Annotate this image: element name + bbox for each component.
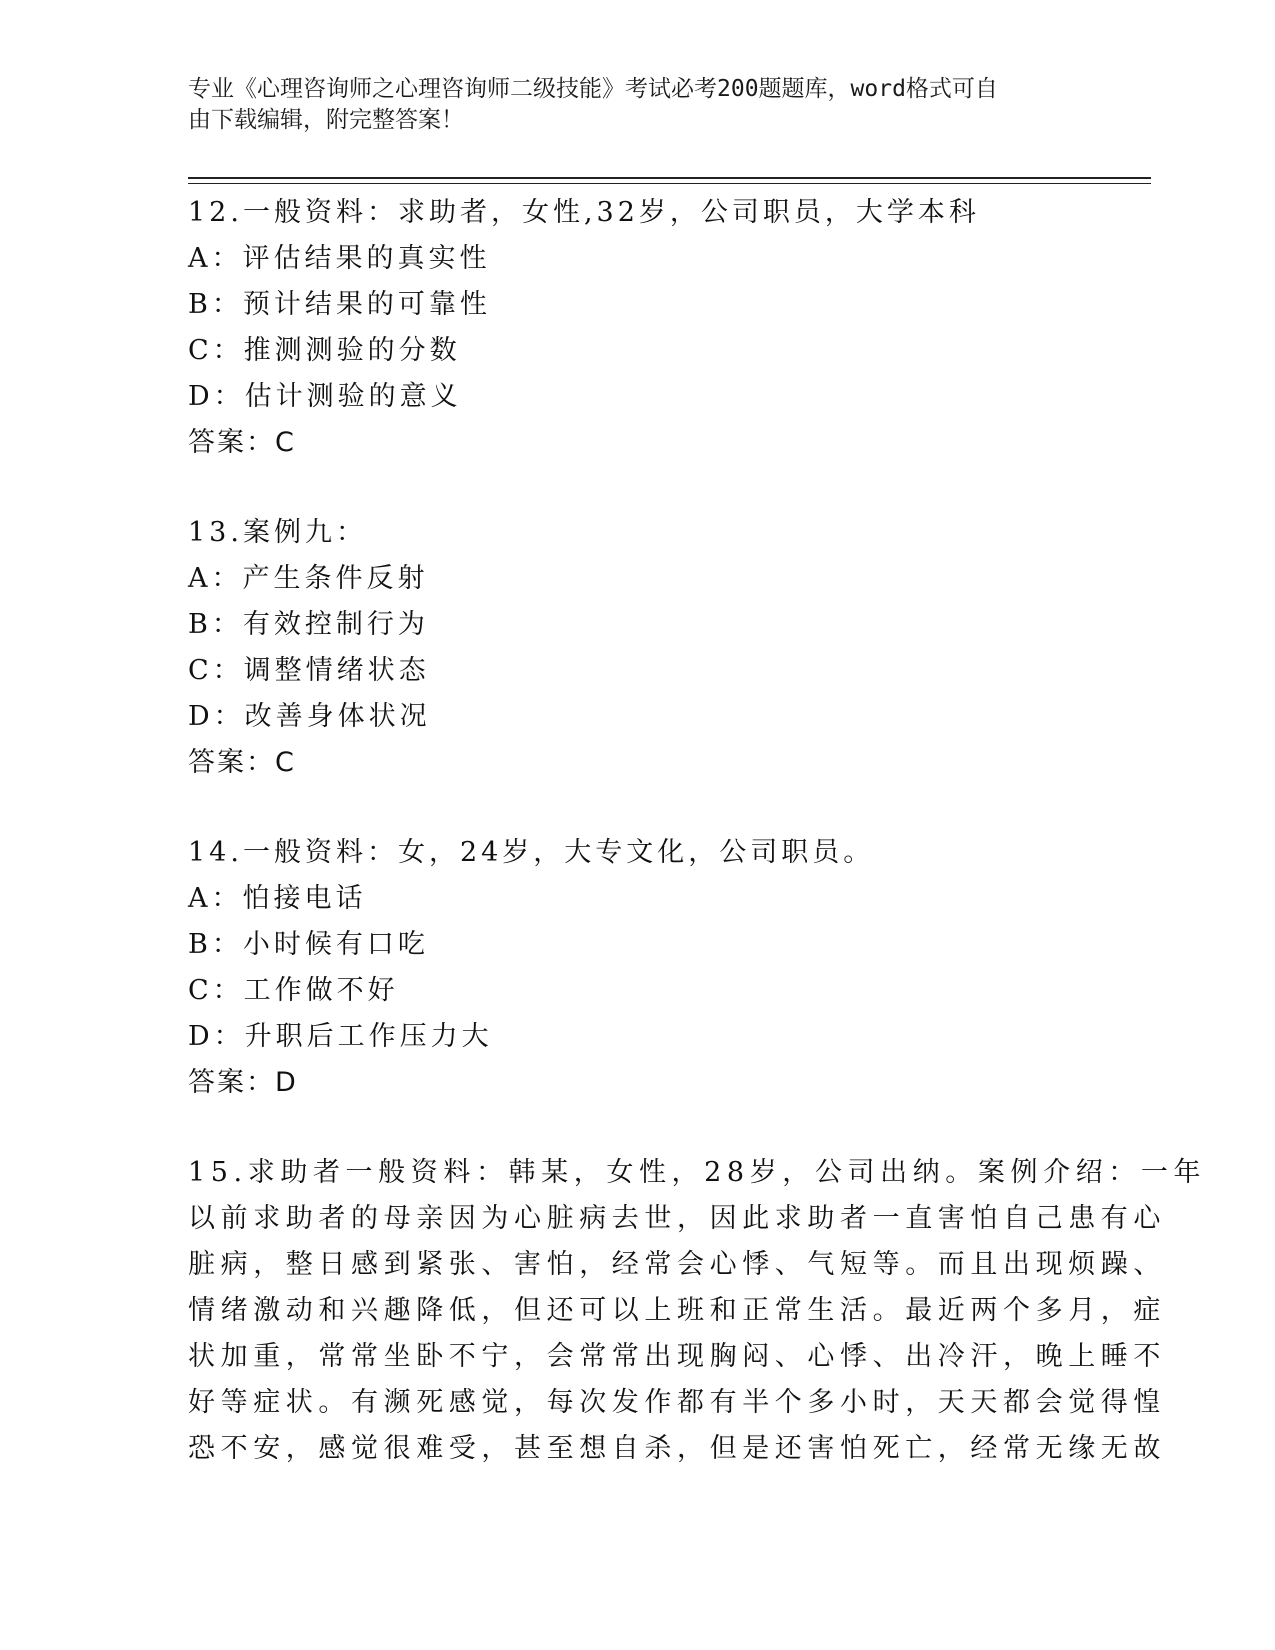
question-stem-line: 恐不安，感觉很难受，甚至想自杀，但是还害怕死亡，经常无缘无故: [188, 1433, 1166, 1464]
header-divider-thin: [188, 183, 1151, 184]
option-d: D：估计测验的意义: [188, 381, 462, 412]
question-15: [188, 1150, 1207, 1472]
option-b: B：有效控制行为: [188, 609, 429, 640]
header-line-1: 专业《心理咨询师之心理咨询师二级技能》考试必考200题题库，word格式可自: [188, 76, 998, 102]
question-stem-line: 15.求助者一般资料：韩某，女性，28岁，公司出纳。案例介绍：一年: [188, 1157, 1207, 1188]
question-stem: 13.案例九：: [188, 517, 367, 548]
option-a: A：怕接电话: [188, 883, 367, 914]
question-stem: 14.一般资料：女，24岁，大专文化，公司职员。: [188, 837, 875, 868]
option-c: C：工作做不好: [188, 975, 399, 1006]
question-stem: 12.一般资料：求助者，女性,32岁，公司职员，大学本科: [188, 197, 980, 228]
question-list: [188, 190, 1207, 1516]
question-13: [188, 510, 1088, 786]
question-stem-line: 好等症状。有濒死感觉，每次发作都有半个多小时，天天都会觉得惶: [188, 1387, 1166, 1418]
option-b: B：预计结果的可靠性: [188, 289, 491, 320]
option-c: C：调整情绪状态: [188, 655, 430, 686]
header-divider-thick: [188, 177, 1151, 179]
option-c: C：推测测验的分数: [188, 335, 461, 366]
document-header: [188, 74, 1068, 136]
question-stem-line: 状加重，常常坐卧不宁，会常常出现胸闷、心悸、出冷汗，晚上睡不: [188, 1341, 1166, 1372]
question-14: [188, 830, 1088, 1106]
option-d: D：改善身体状况: [188, 701, 431, 732]
option-d: D：升职后工作压力大: [188, 1021, 493, 1052]
question-12: [188, 190, 1088, 466]
header-line-2: 由下载编辑，附完整答案！: [188, 107, 464, 133]
question-stem-line: 以前求助者的母亲因为心脏病去世，因此求助者一直害怕自己患有心: [188, 1203, 1166, 1234]
option-b: B：小时候有口吃: [188, 929, 429, 960]
option-a: A：评估结果的真实性: [188, 243, 491, 274]
question-stem-line: 情绪激动和兴趣降低，但还可以上班和正常生活。最近两个多月，症: [188, 1295, 1166, 1326]
option-a: A：产生条件反射: [188, 563, 429, 594]
answer-label: 答案：C: [188, 747, 296, 778]
answer-label: 答案：C: [188, 427, 296, 458]
question-stem-line: 脏病，整日感到紧张、害怕，经常会心悸、气短等。而且出现烦躁、: [188, 1249, 1166, 1280]
answer-label: 答案：D: [188, 1067, 298, 1098]
